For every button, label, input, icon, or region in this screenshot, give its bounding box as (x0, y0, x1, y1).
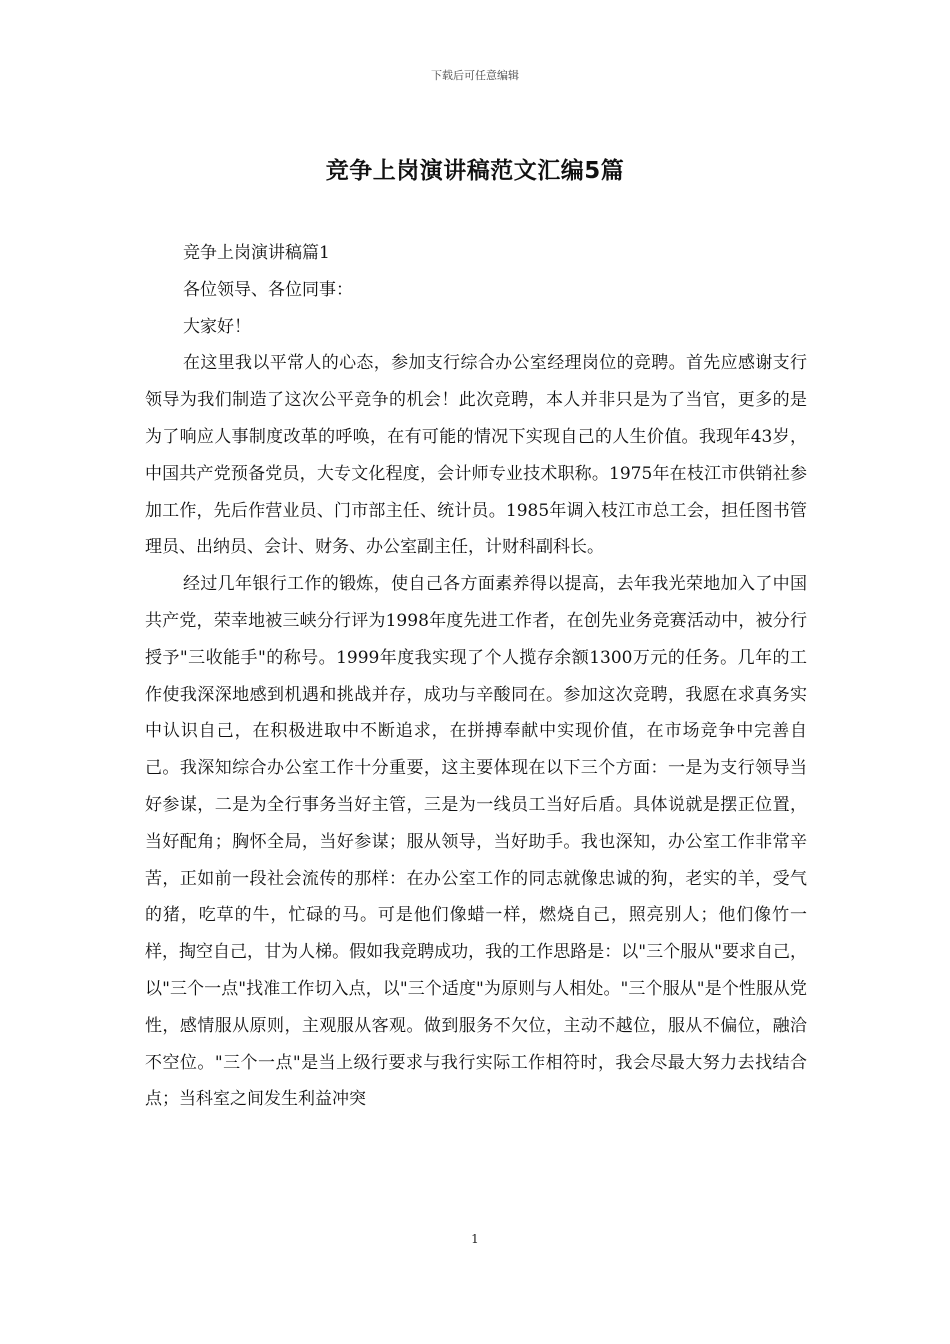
document-body (145, 235, 807, 1118)
paragraph-greeting: 大家好！ (183, 316, 251, 337)
paragraph-salutation: 各位领导、各位同事： (183, 279, 353, 300)
paragraph-introduction: 在这里我以平常人的心态，参加支行综合办公室经理岗位的竞聘。首先应感谢支行领导为我们制造了这次公平竞争的机会！此次竞聘，本人并非只是为了当官，更多的是为了响应人事制度改革的呼唤，在有可能的情况下实现自己的人生价值。我现年43岁，中国共产党预备党员，大专文化程度，会计师专业技术职称。1975年在枝江市供销社参加工作，先后作营业员、门市部主任、统计员。1985年调入枝江市总工会，担任图书管理员、出纳员、会计、财务、办公室副主任，计财科副科长。 (145, 353, 807, 558)
page-number: 1 (471, 1232, 479, 1246)
paragraph-experience: 经过几年银行工作的锻炼，使自己各方面素养得以提高，去年我光荣地加入了中国共产党，荣幸地被三峡分行评为1998年度先进工作者，在创先业务竞赛活动中，被分行授予"三收能手"的称号。1999年度我实现了个人揽存余额1300万元的任务。几年的工作使我深深地感到机遇和挑战并存，成功与辛酸同在。参加这次竞聘，我愿在求真务实中认识自己，在积极进取中不断追求，在拼搏奉献中实现价值，在市场竞争中完善自己。我深知综合办公室工作十分重要，这主要体现在以下三个方面：一是为支行领导当好参谋，二是为全行事务当好主管，三是为一线员工当好后盾。具体说就是摆正位置，当好配角；胸怀全局，当好参谋；服从领导，当好助手。我也深知，办公室工作非常辛苦，正如前一段社会流传的那样：在办公室工作的同志就像忠诚的狗，老实的羊，受气的猪，吃草的牛，忙碌的马。可是他们像蜡一样，燃烧自己，照亮别人；他们像竹一样，掏空自己，甘为人梯。假如我竞聘成功，我的工作思路是：以"三个服从"要求自己，以"三个一点"找准工作切入点，以"三个适度"为原则与人相处。"三个服从"是个性服从党性，感情服从原则，主观服从客观。做到服务不欠位，主动不越位，服从不偏位，融洽不空位。"三个一点"是当上级行要求与我行实际工作相符时，我会尽最大努力去找结合点；当科室之间发生利益冲突 (145, 574, 807, 1110)
paragraph-section-heading: 竞争上岗演讲稿篇1 (183, 243, 330, 263)
document-title: 竞争上岗演讲稿范文汇编5篇 (325, 158, 625, 184)
header-note: 下载后可任意编辑 (431, 69, 519, 82)
